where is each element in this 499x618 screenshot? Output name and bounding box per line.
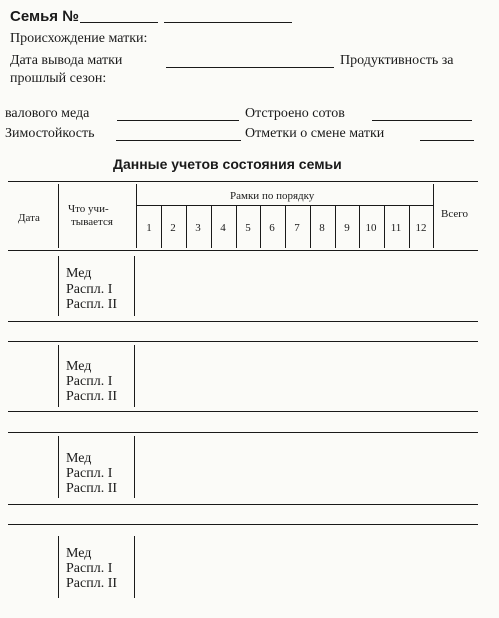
gross-honey-blank[interactable]	[117, 120, 239, 121]
frame-number: 5	[245, 222, 251, 234]
row-group-left-divider	[58, 345, 59, 407]
table-title: Данные учетов состояния семьи	[113, 156, 342, 172]
gross-honey-label: валового меда	[5, 106, 90, 121]
family-number-blank-2[interactable]	[164, 22, 292, 23]
row-label-brood-2: Распл. II	[66, 481, 118, 496]
row-label-brood-2: Распл. II	[66, 389, 118, 404]
combs-built-label: Отстроено сотов	[245, 106, 345, 121]
queen-origin-label: Происхождение матки:	[10, 31, 148, 46]
frame-divider	[359, 205, 360, 248]
frame-number: 2	[170, 222, 176, 234]
table-top-rule	[8, 181, 478, 182]
row-group-rule	[8, 432, 478, 433]
frame-number: 11	[390, 222, 402, 234]
row-label-honey: Мед	[66, 266, 92, 281]
row-group-left-divider	[58, 436, 59, 498]
frame-divider	[285, 205, 286, 248]
frame-divider	[409, 205, 410, 248]
frame-divider	[384, 205, 385, 248]
header-divider-date	[58, 184, 59, 248]
row-group-rule	[8, 524, 478, 525]
frame-number: 4	[220, 222, 226, 234]
queen-change-notes-label: Отметки о смене матки	[245, 126, 385, 141]
col-what-header-line1: Что учи-	[68, 203, 109, 215]
row-label-honey: Мед	[66, 359, 92, 374]
header-divider-what	[136, 184, 137, 248]
frame-divider	[310, 205, 311, 248]
queen-hatch-date-blank[interactable]	[166, 67, 334, 68]
row-group-right-divider	[134, 536, 135, 598]
row-label-brood-1: Распл. I	[66, 466, 113, 481]
header-bottom-rule	[8, 250, 478, 251]
col-date-header: Дата	[18, 212, 40, 224]
row-group-right-divider	[134, 436, 135, 498]
productivity-label: Продуктивность за	[340, 53, 454, 68]
winter-hardiness-label: Зимостойкость	[5, 126, 95, 141]
frame-number: 1	[146, 222, 152, 234]
family-number-label: Семья №	[10, 8, 79, 25]
row-group-rule	[8, 504, 478, 505]
row-group-left-divider	[58, 256, 59, 316]
frame-number: 12	[415, 222, 427, 234]
header-divider-total	[433, 184, 434, 248]
row-group-left-divider	[58, 536, 59, 598]
row-label-honey: Мед	[66, 451, 92, 466]
queen-change-notes-blank[interactable]	[420, 140, 474, 141]
row-label-brood-2: Распл. II	[66, 576, 118, 591]
frame-divider	[260, 205, 261, 248]
last-season-label: прошлый сезон:	[10, 71, 107, 86]
queen-hatch-date-label: Дата вывода матки	[10, 53, 123, 68]
row-label-honey: Мед	[66, 546, 92, 561]
row-label-brood-2: Распл. II	[66, 297, 118, 312]
col-what-header-line2: тывается	[71, 216, 113, 228]
family-number-blank-1[interactable]	[80, 22, 158, 23]
row-group-right-divider	[134, 345, 135, 407]
frames-header: Рамки по порядку	[230, 190, 315, 202]
frame-number: 8	[319, 222, 325, 234]
frame-number: 10	[365, 222, 377, 234]
frame-divider	[211, 205, 212, 248]
col-total-header: Всего	[441, 208, 468, 220]
frame-number: 6	[269, 222, 275, 234]
frame-divider	[161, 205, 162, 248]
row-group-rule	[8, 411, 478, 412]
row-label-brood-1: Распл. I	[66, 374, 113, 389]
row-group-rule	[8, 321, 478, 322]
frame-divider	[186, 205, 187, 248]
winter-hardiness-blank[interactable]	[116, 140, 241, 141]
row-group-rule	[8, 341, 478, 342]
row-group-right-divider	[134, 256, 135, 316]
row-label-brood-1: Распл. I	[66, 282, 113, 297]
row-label-brood-1: Распл. I	[66, 561, 113, 576]
frame-number: 9	[344, 222, 350, 234]
frame-number: 7	[294, 222, 300, 234]
frame-number: 3	[195, 222, 201, 234]
frame-divider	[335, 205, 336, 248]
frame-divider	[236, 205, 237, 248]
combs-built-blank[interactable]	[372, 120, 472, 121]
